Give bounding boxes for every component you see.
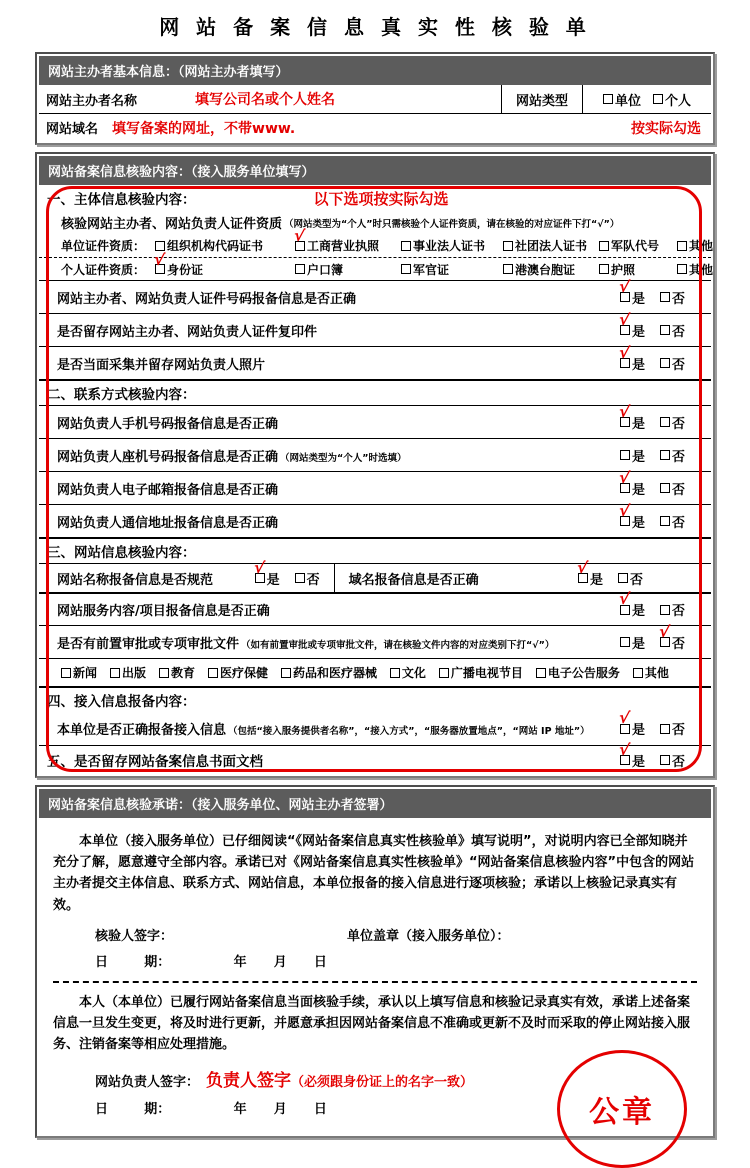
question-row [39,400,711,438]
organizer-row [39,85,711,113]
check-mark: √ [252,556,266,578]
verification-header: 网站备案信息核验内容：（接入服务单位填写） [39,156,711,185]
section4-title-row [39,686,711,712]
section1-intro-row [39,211,711,234]
unit-cert-checkbox-3[interactable]: 社团法人证书 [503,237,599,254]
category-checkbox-6[interactable]: 广播电视节目 [439,664,523,681]
no-checkbox[interactable]: 否 [660,413,685,432]
no-checkbox[interactable]: 否 [660,479,685,498]
organizer-name-field[interactable]: 填写公司名或个人姓名 [195,92,335,108]
stamp-text: 公章 [589,1095,655,1131]
section3-title: 三、网站信息核验内容： [47,545,196,561]
yes-checkbox[interactable]: √ 是 [617,275,645,307]
check-mark: √ [152,248,166,270]
unit-cert-checkbox-0[interactable]: 组织机构代码证书 [155,237,295,254]
check-mark: √ [617,466,631,488]
yes-checkbox[interactable]: √ 是 [575,556,603,588]
commitment-paragraph-1: 本单位（接入服务单位）已仔细阅读“《网站备案信息真实性核验单》填写说明”，对说明内容已全部知晓并充分了解，愿意遵守全部内容。承诺已对《网站备案信息真实性核验单》“网站备案信息核验内容”中包含的网站主办者提交主体信息、联系方式、网站信息，本单位报备的接入信息进行逐项核验；承诺以上核验记录真实有效。 [53,834,695,913]
unit-cert-label: 单位证件资质： [61,239,146,253]
unit-cert-checkbox-4[interactable]: 军队代号 [599,237,677,254]
no-checkbox[interactable]: 否 [660,751,685,770]
section2-title-row [39,379,711,405]
site-type-unit-checkbox[interactable]: 单位 [603,90,641,109]
domain-label: 网站域名 [46,122,99,137]
check-mark: √ [575,556,589,578]
checkbox-box [390,668,400,678]
question-row [39,620,711,658]
checkbox-box [401,241,411,251]
personal-cert-checkbox-1[interactable]: 户口簿 [295,261,401,278]
domain-field[interactable]: 填写备案的网址，不带www. [112,120,296,137]
no-checkbox[interactable]: 否 [660,288,685,307]
category-checkbox-7[interactable]: 电子公告服务 [536,664,620,681]
yes-checkbox[interactable]: √ 是 [617,499,645,531]
organizer-name-label: 网站主办者名称 [46,93,138,109]
checkbox-box [660,516,670,526]
checkbox-box [295,264,305,274]
checkbox-box [660,325,670,335]
tick-instruction: 按实际勾选 [631,120,701,137]
site-type-options [583,90,711,109]
checkbox-box [660,483,670,493]
unit-stamp-label: 单位盖章（接入服务单位）： [347,928,510,944]
checkbox-box [677,241,687,251]
category-checkbox-5[interactable]: 文化 [390,664,426,681]
official-seal-stamp [557,1050,687,1168]
question-label: 是否有前置审批或专项审批文件 （如有前置审批或专项审批文件，请在核验文件内容的对应类别下打“√”） [57,636,555,652]
yes-checkbox[interactable]: √ 是 [617,466,645,498]
basic-info-header: 网站主办者基本信息：（网站主办者填写） [39,56,711,85]
unit-cert-checkbox-1[interactable]: √ 工商营业执照 [292,225,380,253]
section3-title-row [39,537,711,563]
question-row [39,588,711,625]
question-row [39,275,711,313]
check-mark: √ [617,400,631,422]
checkbox-box [295,573,305,583]
checkbox-box [660,755,670,765]
question-label: 网站负责人电子邮箱报备信息是否正确 [57,482,279,498]
dashed-divider [53,981,697,983]
checkbox-box [660,417,670,427]
category-checkbox-8[interactable]: 其他 [633,664,669,681]
date-row[interactable]: 日 期： 年 月 日 [95,954,327,970]
no-checkbox[interactable]: 否 [660,354,685,373]
check-mark: √ [617,499,631,521]
yes-checkbox[interactable]: √ 是 [617,400,645,432]
section5-row [39,738,711,774]
commitment-paragraph-2: 本人（本单位）已履行网站备案信息当面核验手续，承认以上填写信息和核验记录真实有效，承诺上述备案信息一旦发生变更，将及时进行更新，并愿意承担因网站备案信息不准确或更新不及时而采取的停止网站接入服务、注销备案等相应处理措施。 [53,994,691,1053]
no-checkbox[interactable]: 否 [660,446,685,465]
verifier-signature-label[interactable]: 核验人签字： [95,928,174,944]
yes-checkbox[interactable]: √ 是 [617,308,645,340]
yes-checkbox[interactable]: √ 是 [617,738,645,770]
question-row [39,466,711,504]
question-label: 是否留存网站主办者、网站负责人证件复印件 [57,324,318,340]
no-checkbox[interactable]: √ 否 [657,620,685,652]
domain-check [335,556,711,592]
yes-checkbox[interactable]: √ 是 [617,707,645,738]
category-checkbox-4[interactable]: 药品和医疗器械 [281,664,377,681]
page-title: 网 站 备 案 信 息 真 实 性 核 验 单 [159,15,591,39]
personal-cert-checkbox-0[interactable]: √ 身份证 [152,248,204,277]
question-row [39,438,711,471]
personal-cert-checkbox-4[interactable]: 护照 [599,261,677,278]
yes-checkbox[interactable]: √ 是 [617,588,645,619]
commitment-table [35,785,715,1138]
checkbox-box [599,241,609,251]
section5-title: 五、是否留存网站备案信息书面文档 [47,754,263,770]
checkbox-box [281,668,291,678]
no-checkbox[interactable]: 否 [618,569,643,588]
checkbox-box [401,264,411,274]
commitment-body [39,818,711,1134]
commitment-header: 网站备案信息核验承诺：（接入服务单位、网站主办者签署） [39,789,711,818]
category-checkbox-2[interactable]: 教育 [159,664,195,681]
checkbox-box [660,450,670,460]
question-row [39,707,711,745]
approval-category-row [39,658,711,686]
question-label: 网站负责人座机号码报备信息是否正确 （网站类型为“个人”时选填） [57,449,407,465]
verifier-signature-row [95,925,699,944]
question-row [39,308,711,346]
no-checkbox[interactable]: 否 [295,569,320,588]
signature-hint-note: （必须跟身份证上的名字一致） [291,1075,474,1091]
unit-cert-checkbox-5[interactable]: 其他 [677,237,713,254]
checkbox-box [660,292,670,302]
question-label: 本单位是否正确报备接入信息 （包括“接入服务提供者名称”，“接入方式”，“服务器放置地点”，“网站 IP 地址”） [57,723,590,738]
checkbox-box [208,668,218,678]
personal-cert-label: 个人证件资质： [61,262,146,277]
check-mark: √ [617,707,631,728]
question-row [39,499,711,537]
checkbox-box [653,94,663,104]
yes-checkbox[interactable]: √ 是 [252,556,280,588]
checkbox-box [660,358,670,368]
question-label: 网站负责人手机号码报备信息是否正确 [57,416,279,432]
checkbox-box [633,668,643,678]
personal-cert-row [39,248,714,280]
verification-rows [39,185,714,774]
section2-title: 二、联系方式核验内容： [47,387,196,403]
section4-title: 四、接入信息报备内容： [47,694,196,710]
site-name-domain-row [39,556,711,592]
question-label: 网站负责人通信地址报备信息是否正确 [57,515,279,531]
domain-row [39,113,711,141]
category-checkbox-0[interactable]: 新闻 [61,664,97,681]
date-row[interactable]: 日 期： 年 月 日 [95,1102,327,1118]
checkbox-box [618,573,628,583]
yes-checkbox[interactable]: 是 [620,633,645,652]
no-checkbox[interactable]: 否 [660,321,685,340]
question-label: 网站名称报备信息是否规范 [57,572,214,588]
checkbox-box [110,668,120,678]
site-type-label: 网站类型 [501,85,583,113]
checkbox-box [503,241,513,251]
check-mark: √ [617,588,631,609]
check-mark: √ [657,620,671,642]
signature-hint: 负责人签字 [206,1071,292,1092]
verification-table [35,152,715,778]
checkbox-box [660,724,670,734]
personal-cert-checkbox-5[interactable]: 其他 [677,261,713,278]
question-label: 域名报备信息是否正确 [348,572,479,588]
site-name-check [39,556,335,592]
check-mark: √ [617,341,631,363]
question-label: 是否当面采集并留存网站负责人照片 [57,357,266,373]
basic-info-table [35,52,715,145]
checkbox-box [620,637,630,647]
no-checkbox[interactable]: 否 [660,600,685,619]
checkbox-box [503,264,513,274]
no-checkbox[interactable]: 否 [660,512,685,531]
unit-cert-checkbox-2[interactable]: 事业法人证书 [401,237,503,254]
checkbox-box [159,668,169,678]
site-type-personal-checkbox[interactable]: 个人 [653,90,691,109]
category-checkbox-1[interactable]: 出版 [110,664,146,681]
cert-check-intro: 核验网站主办者、网站负责人证件资质 [61,217,283,232]
no-checkbox[interactable]: 否 [660,719,685,738]
personal-cert-checkbox-3[interactable]: 港澳台胞证 [503,261,599,278]
cert-check-intro-note: （网站类型为“个人”时只需核验个人证件资质，请在核验的对应证件下打“√”） [284,218,620,230]
check-mark: √ [617,308,631,330]
responsible-signature-label[interactable]: 网站负责人签字： [95,1075,200,1091]
unit-cert-row [39,225,714,257]
checkbox-box [599,264,609,274]
checkbox-box [603,94,613,104]
yes-checkbox[interactable]: √ 是 [617,341,645,373]
question-row [39,341,711,379]
check-mark: √ [617,275,631,297]
checkbox-box [620,450,630,460]
section1-title-row [39,185,711,211]
checkbox-box [61,668,71,678]
yes-checkbox[interactable]: 是 [620,446,645,465]
checkbox-box [536,668,546,678]
question-label: 网站服务内容/项目报备信息是否正确 [57,604,270,619]
section1-title: 一、主体信息核验内容： [47,192,196,208]
check-mark: √ [292,225,306,246]
check-mark: √ [617,738,631,760]
question-label: 网站主办者、网站负责人证件号码报备信息是否正确 [57,291,357,307]
checkbox-box [439,668,449,678]
category-checkbox-3[interactable]: 医疗保健 [208,664,268,681]
checkbox-box [660,605,670,615]
red-instruction: 以下选项按实际勾选 [313,189,449,208]
checkbox-box [677,264,687,274]
personal-cert-checkbox-2[interactable]: 军官证 [401,261,503,278]
